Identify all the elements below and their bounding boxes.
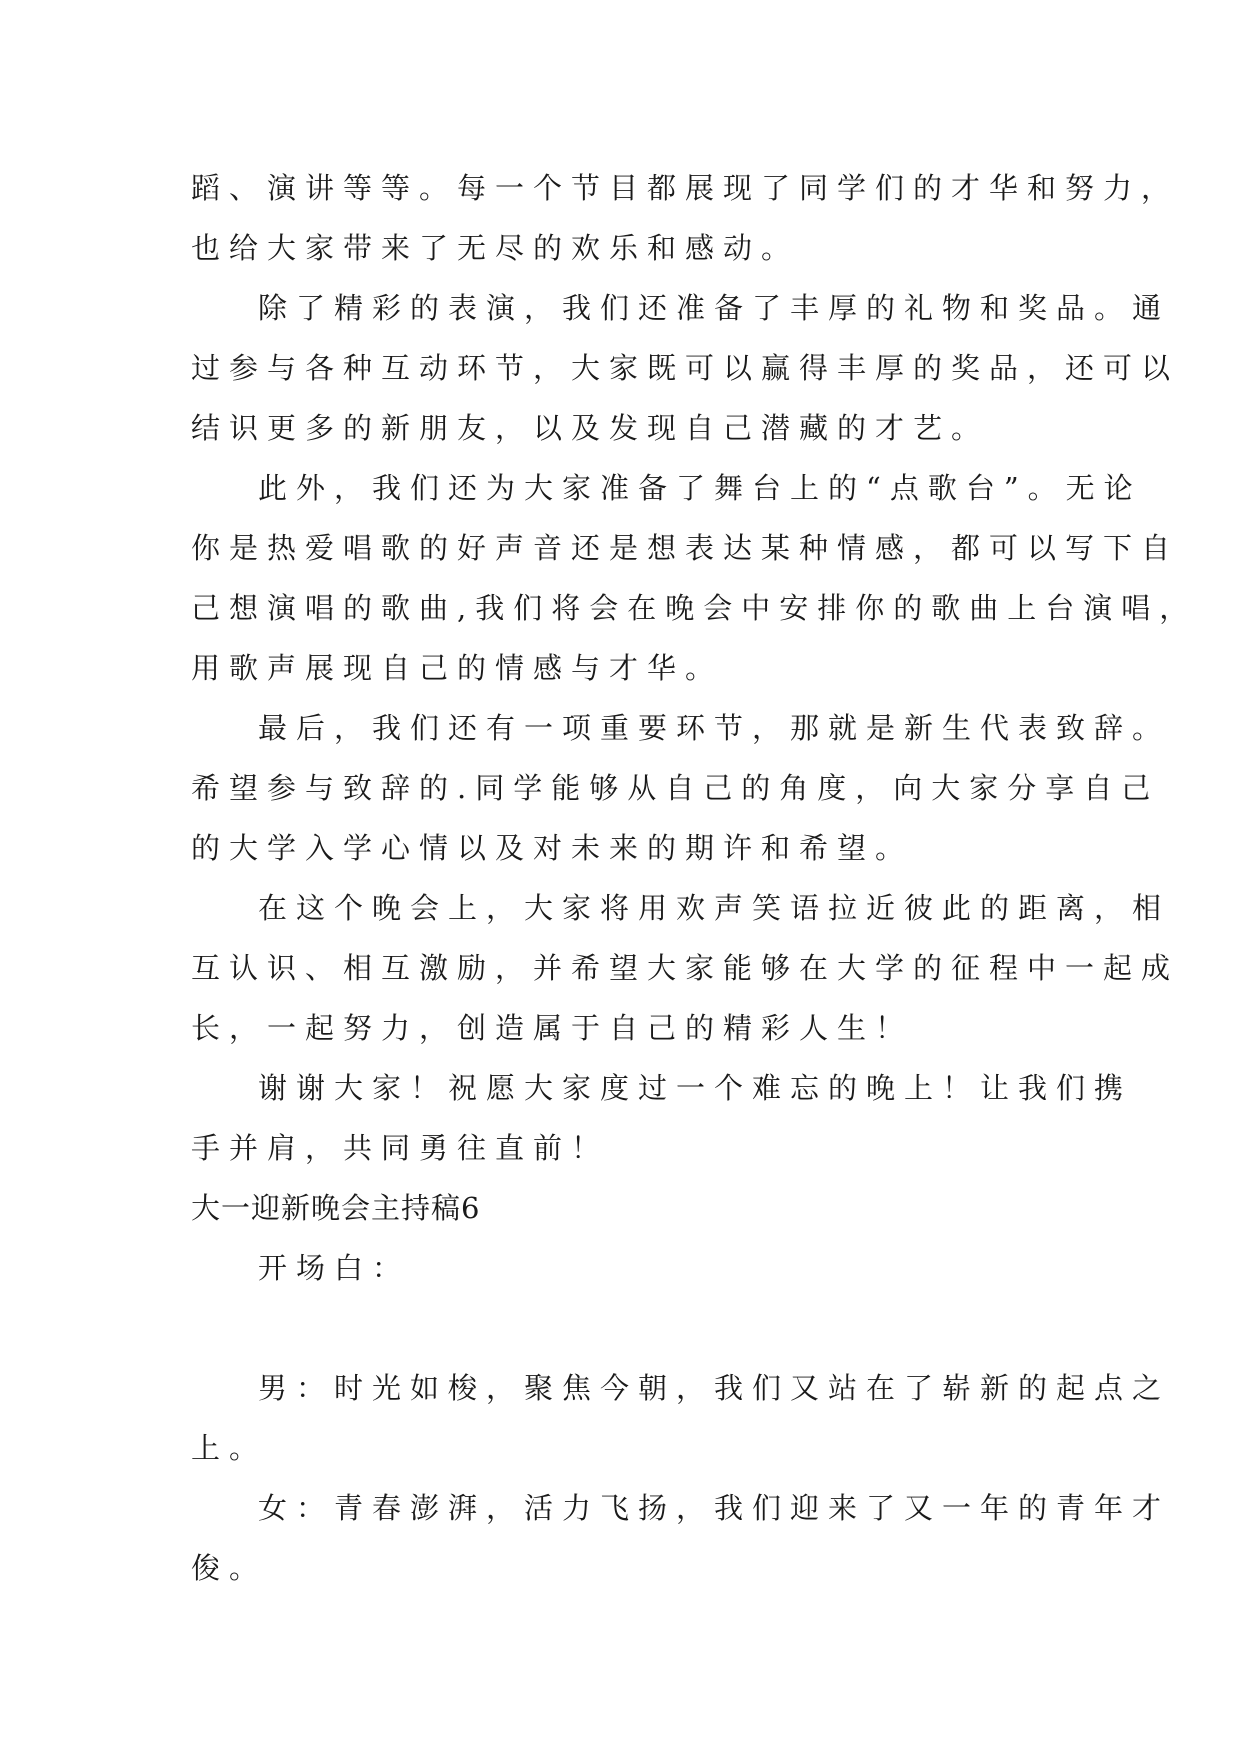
text-line: 你是热爱唱歌的好声音还是想表达某种情感，都可以写下自: [191, 531, 1180, 565]
text-line: 结识更多的新朋友，以及发现自己潜藏的才艺。: [191, 411, 990, 445]
text-line: 开场白：: [258, 1251, 411, 1285]
text-line: 最后，我们还有一项重要环节，那就是新生代表致辞。: [258, 711, 1171, 745]
text-line: 俊。: [191, 1551, 268, 1585]
text-line: 男：时光如梭，聚焦今朝，我们又站在了崭新的起点之: [258, 1371, 1171, 1405]
text-line: 在这个晚会上，大家将用欢声笑语拉近彼此的距离，相: [258, 891, 1171, 925]
text-line: 手并肩，共同勇往直前！: [191, 1131, 610, 1165]
text-line: 女：青春澎湃，活力飞扬，我们迎来了又一年的青年才: [258, 1491, 1171, 1525]
text-line: 过参与各种互动环节，大家既可以赢得丰厚的奖品，还可以: [191, 351, 1180, 385]
text-line: 希望参与致辞的.同学能够从自己的角度，向大家分享自己: [191, 771, 1160, 805]
section-heading: 大一迎新晚会主持稿6: [191, 1191, 481, 1225]
text-line: 此外，我们还为大家准备了舞台上的“点歌台”。无论: [258, 471, 1142, 505]
text-line: 的大学入学心情以及对未来的期许和希望。: [191, 831, 914, 865]
text-line: 长，一起努力，创造属于自己的精彩人生！: [191, 1011, 914, 1045]
text-line: 除了精彩的表演，我们还准备了丰厚的礼物和奖品。通: [258, 291, 1171, 325]
text-line: 上。: [191, 1431, 268, 1465]
text-line: 己想演唱的歌曲,我们将会在晚会中安排你的歌曲上台演唱，: [191, 591, 1198, 625]
text-line: 互认识、相互激励，并希望大家能够在大学的征程中一起成: [191, 951, 1180, 985]
text-line: 用歌声展现自己的情感与才华。: [191, 651, 724, 685]
text-line: 也给大家带来了无尽的欢乐和感动。: [191, 231, 800, 265]
text-line: 谢谢大家！祝愿大家度过一个难忘的晚上！让我们携: [258, 1071, 1133, 1105]
text-line: 蹈、演讲等等。每一个节目都展现了同学们的才华和努力，: [191, 171, 1180, 205]
